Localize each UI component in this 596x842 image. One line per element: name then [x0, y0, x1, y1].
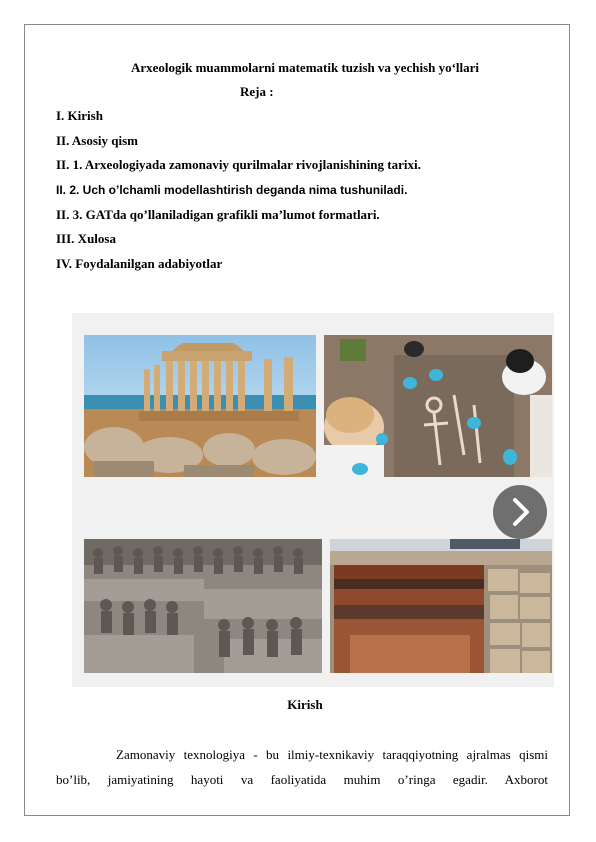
toc-item: II. 1. Arxeologiyada zamonaviy qurilmalar rivojlanishining tarixi. — [56, 157, 421, 173]
toc-item: II. 2. Uch o’lchamli modellashtirish deganda nima tushuniladi. — [56, 183, 408, 198]
paragraph-line: Zamonaviy texnologiya - bu ilmiy-texnikaviy taraqqiyotning ajralmas qismi — [116, 747, 548, 762]
toc-item: III. Xulosa — [56, 231, 116, 247]
image-gallery — [72, 313, 554, 687]
chevron-right-icon — [493, 485, 547, 539]
document-title: Arxeologik muammolarni matematik tuzish va yechish yo‘llari — [130, 60, 480, 75]
excavation-trench-image — [330, 539, 552, 673]
toc-item: IV. Foydalanilgan adabiyotlar — [56, 256, 223, 272]
excavation-skeleton-image — [324, 335, 552, 477]
terracotta-army-image — [84, 539, 322, 673]
paragraph-line: bo’lib, jamiyatining hayoti va faoliyatida muhim o’ringa egadir. Axborot — [56, 772, 548, 787]
section-heading: Kirish — [287, 697, 323, 712]
toc-item: I. Kirish — [56, 108, 103, 123]
toc-item: II. Asosiy qism — [56, 132, 138, 148]
ancient-temple-ruins-image — [84, 335, 316, 477]
gallery-next-button[interactable] — [493, 485, 547, 539]
table-of-contents — [56, 108, 421, 281]
toc-item: II. 3. GATda qo’llaniladigan grafikli ma’lumot formatlari. — [56, 206, 380, 222]
plan-heading: Reja : — [240, 84, 274, 99]
intro-paragraph — [56, 742, 548, 792]
